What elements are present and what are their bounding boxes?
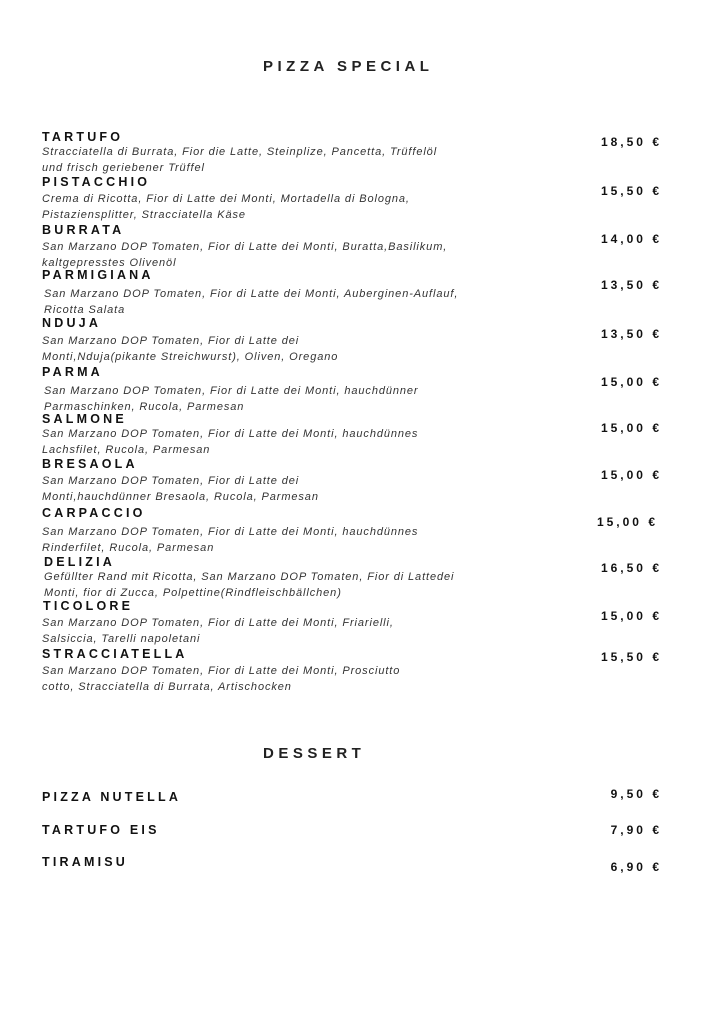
item-price: 13,50 €: [600, 278, 662, 292]
menu-item-bresaola: [42, 457, 662, 505]
item-price: 15,00 €: [600, 421, 662, 435]
menu-item-nduja: [42, 316, 662, 365]
item-price: 14,00 €: [600, 232, 662, 246]
item-description: Gefüllter Rand mit Ricotta, San Marzano DOP Tomaten, Fior di Lattedei Monti, fior di Zucca, Polpettine(Rindfleischbällchen): [44, 571, 455, 599]
menu-item-ticolore: [42, 599, 662, 647]
item-name: STRACCIATELLA: [42, 647, 188, 661]
menu-item-stracciatella: [42, 647, 662, 695]
item-description: San Marzano DOP Tomaten, Fior di Latte dei Monti, hauchdünner Parmaschinken, Rucola, Parmesan: [44, 385, 419, 413]
item-description: San Marzano DOP Tomaten, Fior di Latte dei Monti,Nduja(pikante Streichwurst), Oliven, Oregano: [42, 335, 339, 363]
dessert-heading: DESSERT: [263, 745, 366, 762]
dessert-name-tartufo-eis: TARTUFO EIS: [42, 823, 160, 837]
item-name: BURRATA: [42, 223, 125, 237]
menu-item-pistacchio: [42, 175, 662, 223]
item-description: San Marzano DOP Tomaten, Fior di Latte dei Monti, Auberginen-Auflauf, Ricotta Salata: [44, 288, 459, 316]
item-name: PARMA: [42, 365, 103, 379]
item-name: BRESAOLA: [42, 457, 138, 471]
dessert-name-pizza-nutella: PIZZA NUTELLA: [42, 790, 182, 804]
item-price: 15,00 €: [600, 468, 662, 482]
item-price: 15,50 €: [600, 650, 662, 664]
item-description: San Marzano DOP Tomaten, Fior di Latte dei Monti, Friarielli, Salsiccia, Tarelli napoletani: [42, 617, 394, 645]
pizza-special-heading: PIZZA SPECIAL: [263, 58, 434, 75]
item-name: SALMONE: [42, 412, 127, 426]
item-name: NDUJA: [42, 316, 102, 330]
item-name: DELIZIA: [44, 555, 116, 569]
item-description: San Marzano DOP Tomaten, Fior di Latte dei Monti, Buratta,Basilikum, kaltgepresstes Olivenöl: [42, 241, 448, 269]
item-name: CARPACCIO: [42, 506, 146, 520]
dessert-name-tiramisu: TIRAMISU: [42, 855, 129, 869]
item-price: 18,50 €: [600, 135, 662, 149]
item-price: 16,50 €: [600, 561, 662, 575]
item-description: Crema di Ricotta, Fior di Latte dei Monti, Mortadella di Bologna, Pistaziensplitter, Stracciatella Käse: [42, 193, 410, 221]
item-description: San Marzano DOP Tomaten, Fior di Latte dei Monti, Prosciutto cotto, Stracciatella di Burrata, Artischocken: [42, 665, 401, 693]
menu-item-parma: [42, 365, 662, 415]
menu-item-delizia: [42, 555, 662, 601]
menu-item-carpaccio: [42, 506, 662, 556]
menu-item-burrata: [42, 223, 662, 271]
menu-item-parmigiana: [42, 268, 662, 318]
item-description: Stracciatella di Burrata, Fior die Latte, Steinplize, Pancetta, Trüffelöl und frisch geriebener Trüffel: [42, 146, 438, 174]
item-price: 15,00 €: [600, 375, 662, 389]
item-description: San Marzano DOP Tomaten, Fior di Latte dei Monti, hauchdünnes Rinderfilet, Rucola, Parmesan: [42, 526, 419, 554]
item-price: 15,50 €: [600, 184, 662, 198]
item-name: TICOLORE: [43, 599, 134, 613]
item-name: TARTUFO: [42, 130, 124, 144]
menu-item-tartufo: [42, 130, 662, 176]
item-price: 15,00 €: [596, 515, 658, 529]
menu-item-salmone: [42, 412, 662, 458]
item-description: San Marzano DOP Tomaten, Fior di Latte dei Monti, hauchdünnes Lachsfilet, Rucola, Parmesan: [42, 428, 419, 456]
dessert-price-pizza-nutella: 9,50 €: [610, 787, 662, 801]
dessert-price-tiramisu: 6,90 €: [610, 860, 662, 874]
item-price: 13,50 €: [600, 327, 662, 341]
item-name: PARMIGIANA: [42, 268, 154, 282]
dessert-price-tartufo-eis: 7,90 €: [610, 823, 662, 837]
item-description: San Marzano DOP Tomaten, Fior di Latte dei Monti,hauchdünner Bresaola, Rucola, Parmesan: [42, 475, 319, 503]
item-price: 15,00 €: [600, 609, 662, 623]
item-name: PISTACCHIO: [42, 175, 151, 189]
